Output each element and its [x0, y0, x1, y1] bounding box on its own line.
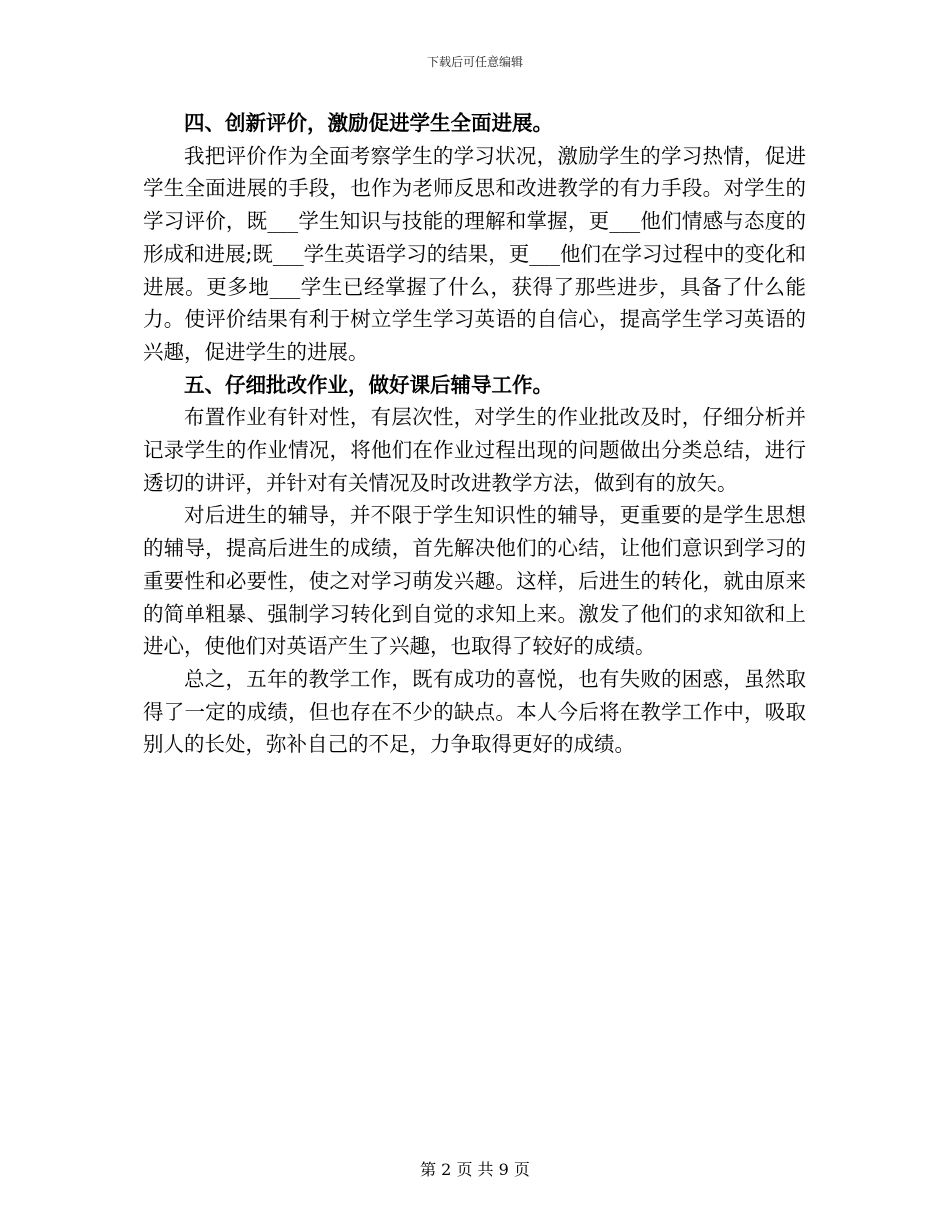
- paragraph: 布置作业有针对性，有层次性，对学生的作业批改及时，仔细分析并记录学生的作业情况，将他们在作业过程出现的问题做出分类总结，进行透切的讲评，并针对有关情况及时改进教学方法，做到有的放矢。: [143, 405, 806, 495]
- paragraph: 总之，五年的教学工作，既有成功的喜悦，也有失败的困惑，虽然取得了一定的成绩，但也存在不少的缺点。本人今后将在教学工作中，吸取别人的长处，弥补自己的不足，力争取得更好的成绩。: [143, 666, 806, 757]
- section-heading: 五、仔细批改作业，做好课后辅导工作。: [184, 372, 553, 397]
- paragraph: 对后进生的辅导，并不限于学生知识性的辅导，更重要的是学生思想的辅导，提高后进生的成绩，首先解决他们的心结，让他们意识到学习的重要性和必要性，使之对学习萌发兴趣。这样，后进生的转化，就由原来的简单粗暴、强制学习转化到自觉的求知上来。激发了他们的求知欲和上进心，使他们对英语产生了兴趣，也取得了较好的成绩。: [143, 503, 806, 659]
- document-body: [143, 107, 806, 761]
- paragraph: 我把评价作为全面考察学生的学习状况，激励学生的学习热情，促进学生全面进展的手段，也作为老师反思和改进教学的有力手段。对学生的学习评价，既___学生知识与技能的理解和掌握，更___他们情感与态度的形成和进展;既___学生英语学习的结果，更___他们在学习过程中的变化和进展。更多地___学生已经掌握了什么，获得了那些进步，具备了什么能力。使评价结果有利于树立学生学习英语的自信心，提高学生学习英语的兴趣，促进学生的进展。: [143, 143, 806, 364]
- page-footer: 第 2 页 共 9 页: [420, 1160, 530, 1179]
- section-heading: 四、创新评价，激励促进学生全面进展。: [184, 111, 553, 135]
- page-header: 下载后可任意编辑: [426, 55, 523, 69]
